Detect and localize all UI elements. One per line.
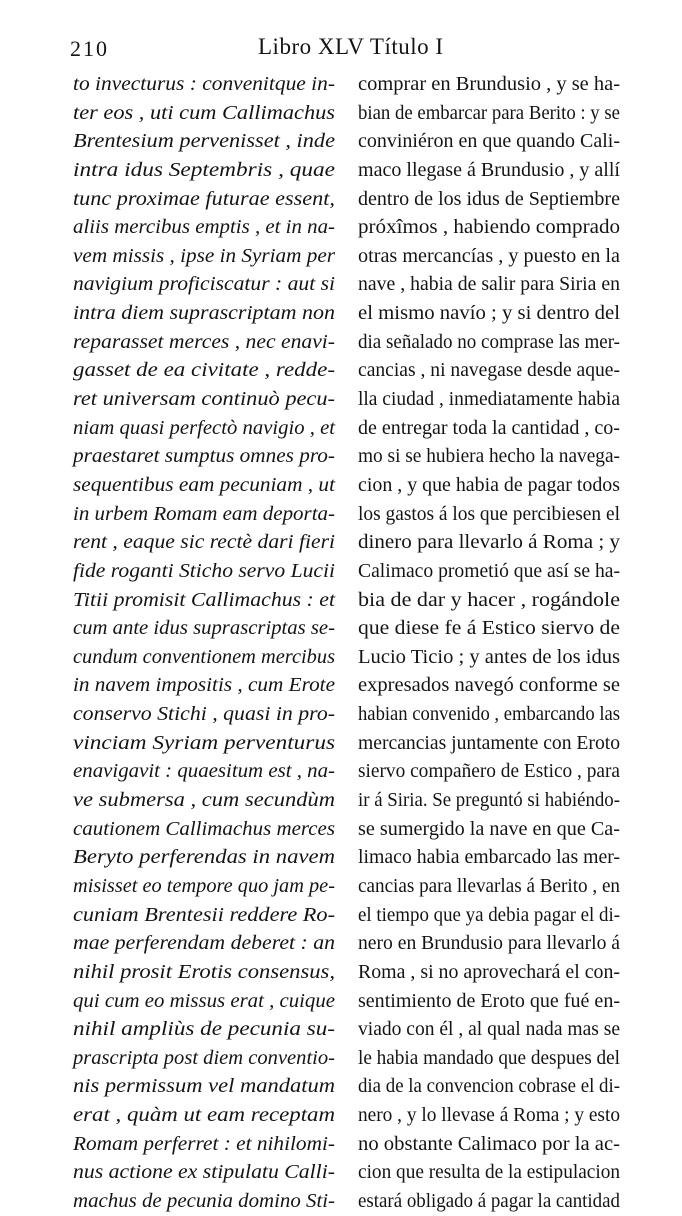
spanish-line [358,299,620,328]
spanish-line-text: Roma , si no aprovechará el con- [358,960,621,983]
spanish-line [358,471,620,500]
latin-line [73,872,335,901]
latin-line-text: cautionem Callimachus merces [73,817,335,840]
latin-line [73,185,335,214]
spanish-line [358,213,620,242]
spanish-line [358,356,620,385]
spanish-line [358,786,620,815]
spanish-line [358,987,620,1016]
latin-line-text: nihil ampliùs de pecunia su- [73,1018,335,1041]
latin-line-text: rent , eaque sic rectè dari fieri [73,531,335,554]
latin-line-text: nus actione ex stipulatu Calli- [73,1161,335,1184]
spanish-line [358,586,620,615]
latin-line [73,270,335,299]
latin-line-text: niam quasi perfectò navigio , et [73,416,336,439]
latin-line [73,299,335,328]
latin-line [73,471,335,500]
spanish-line [358,127,620,156]
spanish-line-text: que diese fe á Estico siervo de [358,617,620,640]
spanish-line-text: conviniéron en que quando Cali- [358,130,620,153]
spanish-line-text: dentro de los idus de Septiembre [358,187,620,210]
latin-line-text: qui cum eo missus erat , cuique [73,989,336,1012]
spanish-line-text: dinero para llevarlo á Roma ; y [358,531,620,554]
latin-line-text: erat , quàm ut eam receptam [73,1104,335,1127]
spanish-line-text: habian convenido , embarcando las [358,703,620,726]
spanish-line-text: mercancias juntamente con Eroto [358,731,621,754]
spanish-line [358,872,620,901]
spanish-line [358,1158,620,1187]
latin-line [73,614,335,643]
spanish-line [358,1130,620,1159]
spanish-line-text: el tiempo que ya debia pagar el di- [358,903,621,926]
latin-line-text: ve submersa , cum secundùm [73,789,335,812]
spanish-line [358,1044,620,1073]
latin-line-text: machus de pecunia domino Sti- [73,1189,335,1212]
latin-text-column [73,70,335,1216]
latin-line [73,356,335,385]
latin-line [73,99,335,128]
latin-line [73,843,335,872]
spanish-line-text: dia señalado no comprase las mer- [358,330,620,353]
spanish-line [358,442,620,471]
spanish-line [358,1015,620,1044]
latin-line-text: praestaret sumptus omnes pro- [73,445,335,468]
latin-line [73,987,335,1016]
spanish-line [358,614,620,643]
spanish-line [358,70,620,99]
latin-line-text: Romam perferret : et nihilomi- [73,1132,335,1155]
spanish-line-text: mo si se hubiera hecho la navega- [358,445,620,468]
latin-line [73,1072,335,1101]
spanish-line-text: cancias para llevarlas á Berito , en [358,874,621,897]
latin-line-text: cuniam Brentesii reddere Ro- [73,903,336,926]
spanish-line [358,1072,620,1101]
latin-line-text: intra idus Septembris , quae [73,158,335,181]
latin-line-text: conservo Stichi , quasi in pro- [73,703,335,726]
spanish-line-text: cion , y que habia de pagar todos [358,473,621,496]
latin-line-text: sequentibus eam pecuniam , ut [73,473,335,496]
spanish-line [358,385,620,414]
page-number: 210 [70,36,109,61]
latin-line [73,213,335,242]
spanish-line [358,901,620,930]
latin-line-text: navigium proficiscatur : aut si [73,273,336,296]
spanish-line [358,528,620,557]
spanish-line-text: estará obligado á pagar la cantidad [358,1189,620,1212]
latin-line-text: in urbem Romam eam deporta- [73,502,335,525]
spanish-line-text: lla ciudad , inmediatamente habia [358,388,620,411]
latin-line-text: vinciam Syriam perventurus [73,731,336,754]
latin-line [73,586,335,615]
latin-line [73,385,335,414]
spanish-line-text: los gastos á los que percibiesen el [358,502,621,525]
latin-line-text: in navem impositis , cum Erote [73,674,336,697]
latin-line [73,328,335,357]
spanish-line [358,414,620,443]
latin-line-text: nihil prosit Erotis consensus, [73,960,335,983]
latin-line-text: Titii promisit Callimachus : et [73,588,336,611]
latin-line-text: Beryto perferendas in navem [73,846,336,869]
spanish-line-text: dia de la convencion cobrase el di- [358,1075,620,1098]
latin-line [73,958,335,987]
spanish-line-text: Calimaco prometió que así se ha- [358,559,621,582]
spanish-line [358,815,620,844]
spanish-line [358,757,620,786]
latin-line-text: intra diem suprascriptam non [73,302,336,325]
latin-line-text: ret universam continuò pecu- [73,388,336,411]
latin-line [73,1187,335,1216]
spanish-line-text: el mismo navío ; y si dentro del [358,302,621,325]
latin-line-text: nis permissum vel mandatum [73,1075,336,1098]
latin-line [73,786,335,815]
latin-line-text: fide roganti Sticho servo Lucii [73,559,336,582]
running-title: Libro XLV Título I [258,34,444,59]
spanish-line-text: nero , y lo llevase á Roma ; y esto [358,1104,620,1127]
latin-line [73,500,335,529]
latin-line-text: mae perferendam deberet : an [73,932,335,955]
spanish-line [358,156,620,185]
spanish-line-text: siervo compañero de Estico , para [358,760,620,783]
spanish-line-text: nero en Brundusio para llevarlo á [358,932,621,955]
spanish-line [358,671,620,700]
latin-line-text: to invecturus : convenitque in- [73,73,335,95]
latin-line [73,700,335,729]
spanish-line [358,643,620,672]
spanish-line [358,99,620,128]
latin-line [73,557,335,586]
latin-line [73,70,335,99]
latin-line-text: vem missis , ipse in Syriam per [73,244,336,267]
spanish-line-text: comprar en Brundusio , y se ha- [358,73,621,95]
latin-line [73,643,335,672]
latin-line-text: cum ante idus suprascriptas se- [73,617,335,640]
latin-line [73,729,335,758]
latin-line [73,127,335,156]
latin-line [73,528,335,557]
spanish-line [358,185,620,214]
latin-line-text: cundum conventionem mercibus [73,645,336,668]
latin-line [73,757,335,786]
spanish-line-text: próxîmos , habiendo comprado [358,216,621,239]
spanish-line-text: bian de embarcar para Berito : y se [358,101,621,124]
latin-line [73,442,335,471]
spanish-line-text: bia de dar y hacer , rogándole [358,588,621,611]
latin-line [73,815,335,844]
spanish-line [358,843,620,872]
spanish-line-text: otras mercancías , y puesto en la [358,244,621,267]
latin-line-text: gasset de ea civitate , redde- [73,359,335,382]
spanish-line [358,929,620,958]
latin-line [73,1158,335,1187]
spanish-line [358,242,620,271]
latin-line-text: aliis mercibus emptis , et in na- [73,216,335,239]
latin-line [73,156,335,185]
spanish-line [358,500,620,529]
latin-line [73,1101,335,1130]
spanish-line-text: no obstante Calimaco por la ac- [358,1132,621,1155]
spanish-line [358,328,620,357]
latin-line [73,1015,335,1044]
spanish-line [358,1101,620,1130]
latin-line [73,1044,335,1073]
latin-line [73,901,335,930]
spanish-text-column [358,70,620,1216]
spanish-line-text: cion que resulta de la estipulacion [358,1161,620,1184]
latin-line-text: enavigavit : quaesitum est , na- [73,760,336,783]
spanish-line-text: de entregar toda la cantidad , co- [358,416,620,439]
latin-line [73,929,335,958]
spanish-line [358,557,620,586]
spanish-line-text: nave , habia de salir para Siria en [358,273,621,296]
spanish-line-text: ir á Siria. Se preguntó si habiéndo- [358,789,621,812]
spanish-line-text: sentimiento de Eroto que fué en- [358,989,621,1012]
latin-line-text: tunc proximae futurae essent, [73,187,336,210]
spanish-line-text: limaco habia embarcado las mer- [358,846,621,869]
latin-line [73,414,335,443]
spanish-line [358,700,620,729]
latin-line [73,242,335,271]
spanish-line [358,1187,620,1216]
latin-line-text: ter eos , uti cum Callimachus [73,101,336,124]
spanish-line [358,270,620,299]
spanish-line-text: maco llegase á Brundusio , y allí [358,158,621,181]
latin-line-text: reparasset merces , nec enavi- [73,330,336,353]
spanish-line-text: viado con él , al qual nada mas se [358,1018,620,1041]
spanish-line-text: cancias , ni navegase desde aque- [358,359,621,382]
latin-line-text: misisset eo tempore quo jam pe- [73,874,335,897]
latin-line [73,1130,335,1159]
latin-line-text: prascripta post diem conventio- [73,1046,336,1069]
spanish-line [358,729,620,758]
latin-line-text: Brentesium pervenisset , inde [73,130,335,153]
spanish-line-text: le habia mandado que despues del [358,1046,620,1069]
spanish-line-text: se sumergido la nave en que Ca- [358,817,621,840]
page-header [70,34,615,62]
latin-line [73,671,335,700]
spanish-line-text: Lucio Ticio ; y antes de los idus [358,645,621,668]
spanish-line [358,958,620,987]
spanish-line-text: expresados navegó conforme se [358,674,620,697]
